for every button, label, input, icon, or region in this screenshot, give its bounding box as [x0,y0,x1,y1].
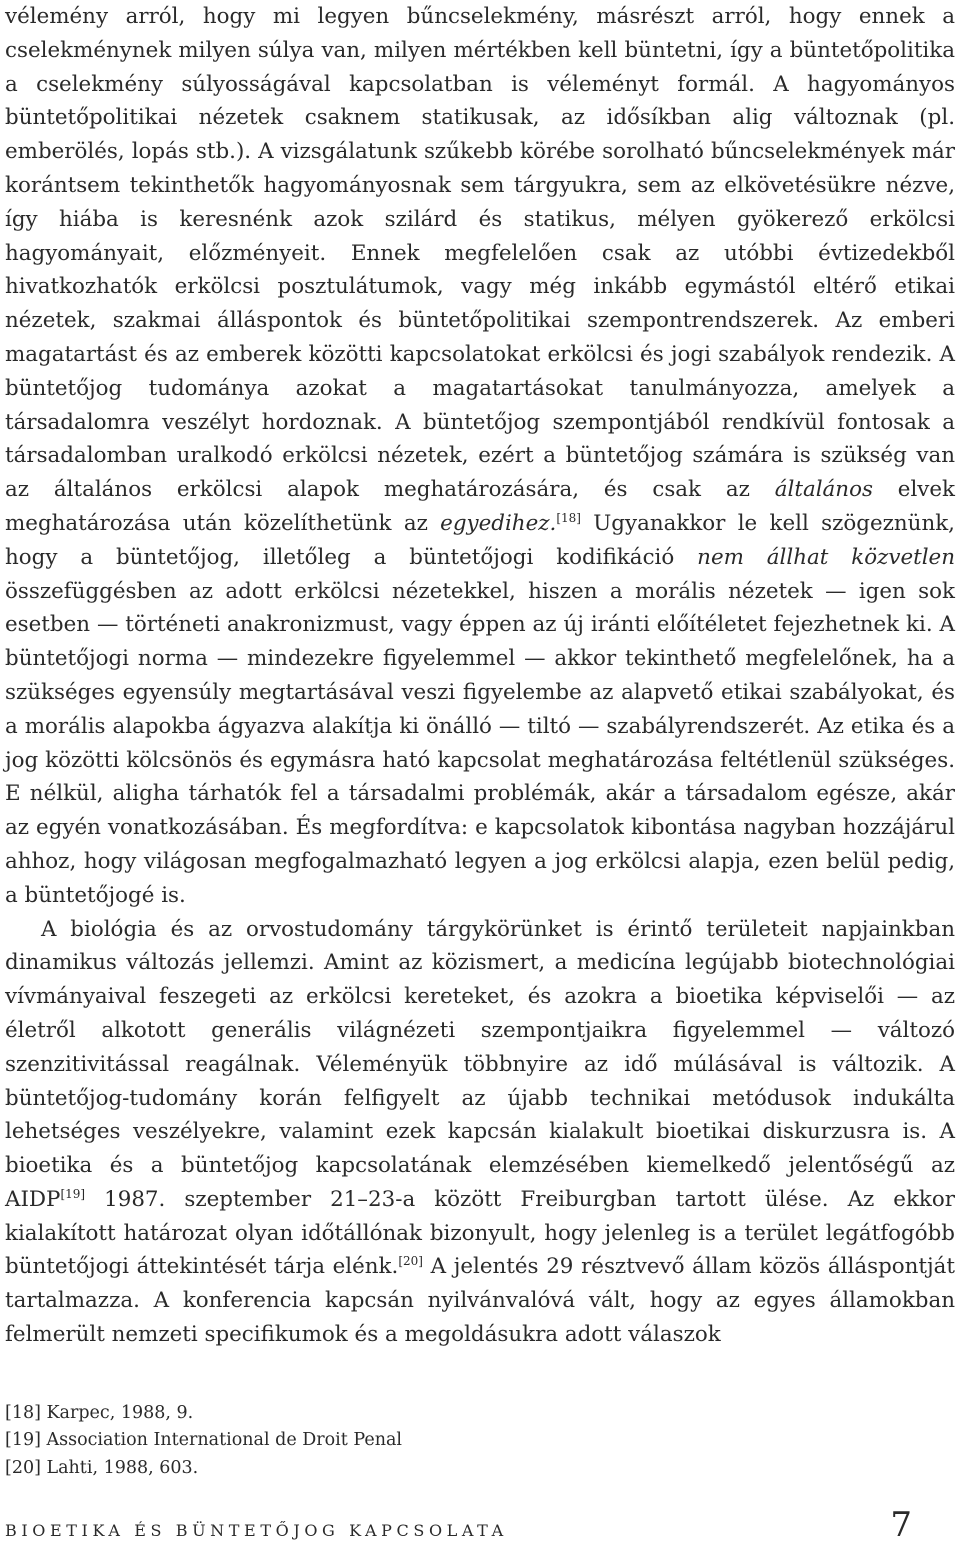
italic-egyedihez: egyedihez. [440,510,557,536]
footnotes [5,1400,955,1482]
italic-altalanos: általános [774,477,873,503]
footnote-ref-19[interactable]: [19] [60,1186,86,1201]
paragraph-2-text-b: 1987. szeptember 21–23-a között Freiburgban tartott ülése. Az ekkor kialakított határozat olyan időtállónak bizonyult, hogy jelenleg is a terület legátfogóbb büntetőjogi áttekintését tárja elénk. [5,1186,955,1280]
footnote-20: [20] Lahti, 1988, 603. [5,1457,199,1478]
paragraph-1-text-d: összefüggésben az adott erkölcsi nézetekkel, hiszen a morális nézetek — igen sok esetben — történeti anakronizmust, vagy éppen az új iránti előítéletet fejezhetnek ki. A büntetőjogi norma — mindezekre figyelemmel — akkor tekinthető megfelelőnek, ha a szükséges egyensúly megtartásával veszi figyelembe az alapvető etikai szabályokat, és a morális alapokba ágyazva alakítja ki önálló — tiltó — szabályrendszerét. Az etika és a jog közötti kölcsönös és egymásra ható kapcsolat meghatározása feltétlenül szükséges. E nélkül, aligha tárhatók fel a társadalmi problémák, akár a társadalom egésze, akár az egyén vonatkozásában. És megfordítva: e kapcsolatok kibontása nagyban hozzájárul ahhoz, hogy világosan megfogalmazható legyen a jog erkölcsi alapja, ezen belül pedig, a büntetőjogé is. [5,578,955,908]
running-title: BIOETIKA ÉS BÜNTETŐJOG KAPCSOLATA [5,1521,508,1540]
footnote-ref-18[interactable]: [18] [556,510,581,525]
paragraph-1 [5,0,955,913]
paragraph-2-text-a: A biológia és az orvostudomány tárgykörünket is érintő területeit napjainkban dinamikus változás jellemzi. Amint az közismert, a medicína legújabb biotechnológiai vívmányaival feszegeti az erkölcsi kereteket, és azokra a bioetika képviselői — az életről alkotott generális világnézeti szempontjaikra figyelemmel — változó szenzitivitással reagálnak. Véleményük többnyire az idő múlásával is változik. A büntetőjog-tudomány korán felfigyelt az újabb technikai metódusok indukálta lehetséges veszélyekre, valamint ezek kapcsán kialakult bioetikai diskurzusra is. A bioetika és a büntetőjog kapcsolatának elemzésében kiemelkedő jelentőségű az AIDP [5,916,955,1212]
main-text [5,0,955,1352]
paragraph-1-text-b: elvek meghatározása után közelíthetünk az [5,477,955,536]
footnote-ref-20[interactable]: [20] [398,1254,423,1269]
paragraph-2-text-c: A jelentés 29 résztvevő állam közös álláspontját tartalmazza. A konferencia kapcsán nyilvánvalóvá vált, hogy az egyes államokban felmerült nemzeti specifikumok és a megoldásukra adott válaszok [5,1254,955,1348]
paragraph-1-text-a: vélemény arról, hogy mi legyen bűncselekmény, másrészt arról, hogy ennek a cselekménynek milyen súlya van, milyen mértékben kell büntetni, így a büntetőpolitika a cselekmény súlyosságával kapcsolatban is véleményt formál. A hagyományos büntetőpolitikai nézetek csaknem statikusak, az idősíkban alig változnak (pl. emberölés, lopás stb.). A vizsgálatunk szűkebb körébe sorolható bűncselekmények már korántsem tekinthetők hagyományosnak sem tárgyukra, sem az elkövetésükre nézve, így hiába is keresnénk azok szilárd és statikus, mélyen gyökerező erkölcsi hagyományait, előzményeit. Ennek megfelelően csak az utóbbi évtizedekből hivatkozhatók erkölcsi posztulátumok, vagy még inkább egymástól eltérő etikai nézetek, szakmai álláspontok és büntetőpolitikai szempontrendszerek. Az emberi magatartást és az emberek közötti kapcsolatokat erkölcsi és jogi szabályok rendezik. A büntetőjog tudománya azokat a magatartásokat tanulmányozza, amelyek a társadalomra veszélyt hordoznak. A büntetőjog szempontjából rendkívül fontosak a társadalomban uralkodó erkölcsi nézetek, ezért a büntetőjog számára is szükség van az általános erkölcsi alapok meghatározására, és csak az [5,4,955,503]
page-number: 7 [890,1505,912,1545]
footnote-19: [19] Association International de Droit Penal [5,1430,403,1451]
footnote-18: [18] Karpec, 1988, 9. [5,1403,194,1423]
paragraph-1-text-c: Ugyanakkor le kell szögeznünk, hogy a büntetőjog, illetőleg a büntetőjogi kodifikáció [5,510,955,570]
italic-nem-allhat-kozvetlen: nem állhat közvetlen [697,544,955,570]
paragraph-2 [5,913,955,1352]
